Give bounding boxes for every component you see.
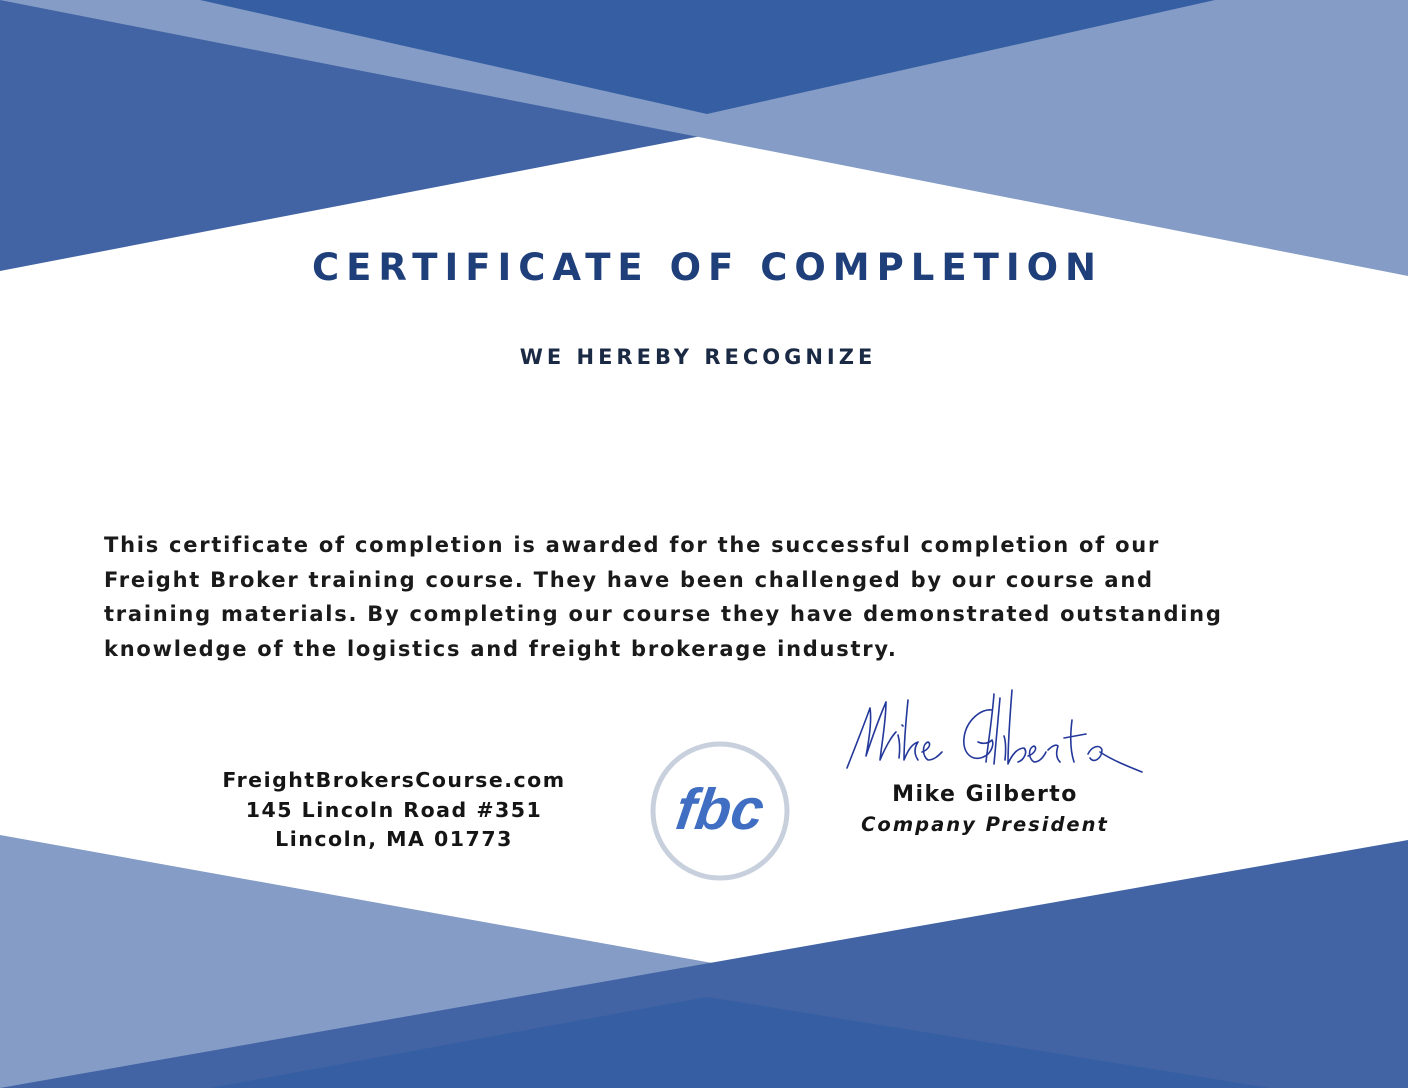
address-line-1: 145 Lincoln Road #351 — [245, 797, 543, 822]
fbc-logo-icon — [648, 739, 792, 883]
company-address-block — [189, 766, 599, 855]
certificate-title: CERTIFICATE OF COMPLETION — [311, 246, 1104, 289]
body-line: knowledge of the logistics and freight brokerage industry. — [104, 636, 898, 661]
handwritten-signature — [842, 680, 1147, 780]
certificate-body — [104, 528, 1334, 666]
address-line-2: Lincoln, MA 01773 — [275, 827, 513, 851]
company-website: FreightBrokersCourse.com — [222, 768, 566, 792]
body-line: Freight Broker training course. They have been challenged by our course and — [104, 567, 1154, 592]
logo-text: fbc — [672, 777, 769, 842]
recognition-subtitle: WE HEREBY RECOGNIZE — [519, 345, 877, 369]
signer-title: Company President — [861, 813, 1109, 836]
signer-name: Mike Gilberto — [892, 782, 1078, 807]
body-line: training materials. By completing our course they have demonstrated outstanding — [104, 602, 1223, 626]
body-line: This certificate of completion is awarded for the successful completion of our — [104, 533, 1161, 557]
